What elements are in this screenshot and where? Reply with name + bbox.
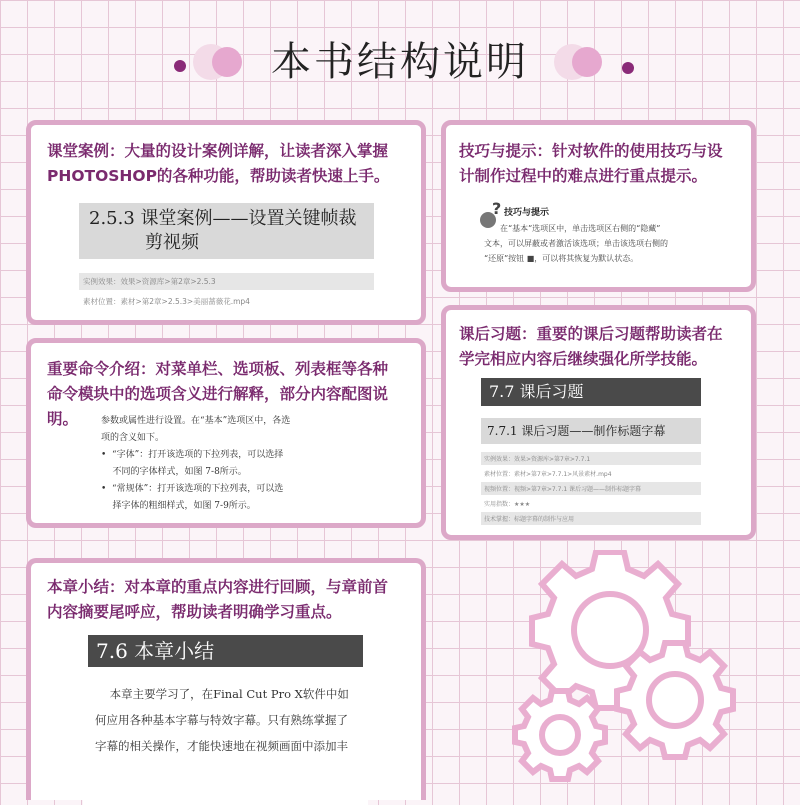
card-important-commands (26, 338, 426, 528)
text-line: PHOTOSHOP的各种功能，帮助读者快速上手。 (47, 167, 390, 185)
card-exercises (441, 305, 756, 540)
gears-icon (500, 550, 750, 800)
snippet-line: • “常规体”：打开该选项的下拉列表，可以选 (101, 484, 284, 494)
text-line: 计制作过程中的难点进行重点提示。 (459, 167, 708, 185)
text-line: 明。 (47, 410, 79, 428)
heading-line: 2.5.3 课堂案例——设置关键帧裁 (89, 208, 357, 229)
page-title: 本书结构说明 (271, 39, 529, 85)
sample-snippet (481, 378, 701, 526)
snippet-line: • “字体”：打开该选项的下拉列表，可以选择 (101, 450, 284, 460)
text-line: 重要命令介绍：对菜单栏、选项板、列表框等各种 (47, 360, 389, 378)
snippet-line: 择字体的粗细样式，如图 7-9所示。 (101, 501, 256, 511)
summary-line: 何应用各种基本字幕与特效字幕。只有熟练掌握了 (95, 713, 348, 727)
text-line: 课堂案例：大量的设计案例详解，让读者深入掌握 (47, 142, 389, 160)
meta-line: 实用指数：★★★ (484, 501, 531, 508)
snippet-line: 项的含义如下。 (101, 433, 165, 443)
tips-line: 在“基本”选项区中，单击选项区右侧的“隐藏” (500, 224, 661, 233)
sample-snippet (83, 629, 368, 805)
sample-snippet (79, 203, 374, 315)
card-tips (441, 120, 756, 292)
text-line: 学完相应内容后继续强化所学技能。 (459, 350, 708, 368)
meta-line: 素材位置：素材>第2章>2.5.3>美丽蔷薇花.mp4 (83, 297, 250, 306)
meta-line: 视频位置：视频>第7章>7.7.1 课后习题——制作标题字幕 (481, 482, 701, 495)
summary-heading: 7.6 本章小结 (88, 635, 363, 667)
snippet-line: 参数或属性进行设置。在“基本”选项区中，各选 (101, 416, 291, 426)
tips-title: 技巧与提示 (504, 208, 550, 218)
text-line: 内容摘要尾呼应，帮助读者明确学习重点。 (47, 603, 342, 621)
text-line: 命令模块中的选项含义进行解释，部分内容配图说 (47, 385, 389, 403)
meta-line: 实例效果：效果>资源库>第2章>2.5.3 (79, 273, 374, 290)
card-classroom-case (26, 120, 426, 325)
decor-dot (572, 47, 602, 77)
summary-body (83, 667, 368, 759)
sample-snippet (476, 197, 704, 274)
text-line: 本章小结：对本章的重点内容进行回顾，与章前首 (47, 578, 389, 596)
card-description (459, 322, 754, 372)
svg-text:?: ? (492, 200, 502, 218)
meta-line: 技术掌握：标题字幕的制作与应用 (481, 512, 701, 525)
card-description (47, 575, 423, 625)
snippet-line: 不同的字体样式，如图 7-8所示。 (101, 467, 247, 477)
decor-dot (622, 62, 634, 74)
tips-line: 文本，可以屏蔽或者激活该选项；单击该选项右侧的 (484, 239, 668, 248)
summary-line: 本章主要学习了，在Final Cut Pro X软件中如 (95, 687, 349, 701)
decor-dot (174, 60, 186, 72)
card-description (47, 139, 417, 189)
card-description (459, 139, 754, 189)
text-line: 课后习题：重要的课后习题帮助读者在 (459, 325, 723, 343)
tips-body (484, 221, 700, 266)
tips-line: “还原”按钮 ■，可以将其恢复为默认状态。 (484, 254, 639, 263)
section-heading: 7.7.1 课后习题——制作标题字幕 (481, 418, 701, 444)
meta-line: 实例效果：效果>资源库>第7章>7.7.1 (481, 452, 701, 465)
heading-line: 剪视频 (145, 232, 199, 253)
decor-dot (212, 47, 242, 77)
snippet-heading (79, 203, 374, 259)
summary-line: 字幕的相关操作，才能快速地在视频画面中添加丰 (95, 739, 348, 753)
text-line: 技巧与提示：针对软件的使用技巧与设 (459, 142, 723, 160)
chapter-heading: 7.7 课后习题 (481, 378, 701, 406)
sample-snippet (93, 410, 363, 520)
card-chapter-summary (26, 558, 426, 800)
meta-line: 素材位置：素材>第7章>7.7.1>风景素材.mp4 (484, 471, 612, 478)
